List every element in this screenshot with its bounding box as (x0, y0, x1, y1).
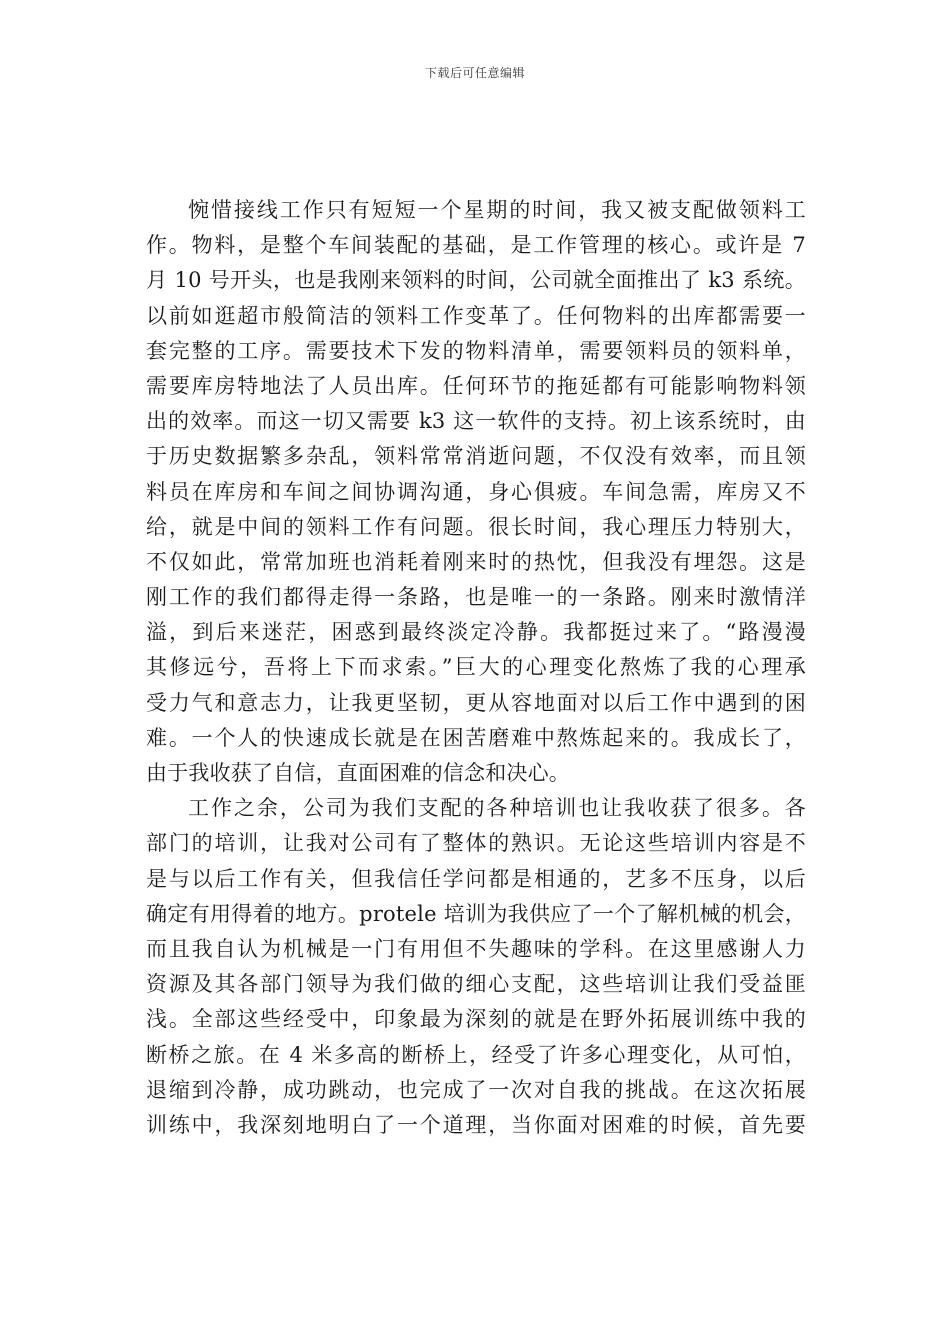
text-line: 套完整的工序。需要技术下发的物料清单，需要领料员的领料单， (146, 338, 806, 363)
page-header: 下载后可任意编辑 (424, 66, 525, 80)
text-line: 训练中，我深刻地明白了一个道理，当你面对困难的时候，首先要 (146, 1112, 806, 1137)
text-line: 于历史数据繁多杂乱，领料常常消逝问题，不仅没有效率，而且领 (146, 444, 806, 469)
text-line: 以前如逛超市般简洁的领料工作变革了。任何物料的出库都需要一 (146, 303, 806, 328)
text-line: 受力气和意志力，让我更坚韧，更从容地面对以后工作中遇到的困 (146, 690, 806, 715)
text-line: 部门的培训，让我对公司有了整体的熟识。无论这些培训内容是不 (146, 831, 806, 856)
text-line: 惋惜接线工作只有短短一个星期的时间，我又被支配做领料工 (188, 198, 806, 222)
text-line: 浅。全部这些经受中，印象最为深刻的就是在野外拓展训练中我的 (146, 1007, 806, 1032)
text-line: 刚工作的我们都得走得一条路，也是唯一的一条路。刚来时激情洋 (146, 585, 806, 610)
text-line: 料员在库房和车间之间协调沟通，身心俱疲。车间急需，库房又不 (146, 479, 806, 504)
text-line: 难。一个人的快速成长就是在困苦磨难中熬炼起来的。我成长了， (146, 725, 806, 750)
text-line: 断桥之旅。在 4 米多高的断桥上，经受了许多心理变化，从可怕， (146, 1042, 806, 1067)
text-line: 需要库房特地法了人员出库。任何环节的拖延都有可能影响物料领 (146, 373, 806, 398)
text-line: 资源及其各部门领导为我们做的细心支配，这些培训让我们受益匪 (146, 972, 806, 997)
text-line: 给，就是中间的领料工作有问题。很长时间，我心理压力特别大， (146, 514, 806, 539)
text-line: 月 10 号开头，也是我刚来领料的时间，公司就全面推出了 k3 系统。 (146, 268, 806, 293)
text-line: 退缩到冷静，成功跳动，也完成了一次对自我的挑战。在这次拓展 (146, 1077, 806, 1102)
text-line: 作。物料，是整个车间装配的基础，是工作管理的核心。或许是 7 (146, 233, 806, 258)
text-line: 是与以后工作有关，但我信任学问都是相通的，艺多不压身，以后 (146, 866, 806, 891)
text-line: 出的效率。而这一切又需要 k3 这一软件的支持。初上该系统时，由 (146, 409, 806, 434)
text-line: 工作之余，公司为我们支配的各种培训也让我收获了很多。各 (188, 796, 806, 821)
text-line: 不仅如此，常常加班也消耗着刚来时的热忱，但我没有埋怨。这是 (146, 549, 806, 574)
paragraph-2 (146, 791, 806, 1143)
document-body (146, 193, 806, 1143)
paragraph-1 (146, 193, 806, 791)
text-line: 由于我收获了自信，直面困难的信念和决心。 (146, 761, 570, 785)
text-line: 溢，到后来迷茫，困惑到最终淡定冷静。我都挺过来了。“路漫漫 (146, 620, 806, 645)
text-line: 其修远兮，吾将上下而求索。”巨大的心理变化熬炼了我的心理承 (146, 655, 806, 680)
text-line: 而且我自认为机械是一门有用但不失趣味的学科。在这里感谢人力 (146, 936, 806, 961)
text-line: 确定有用得着的地方。protele 培训为我供应了一个了解机械的机会， (146, 901, 806, 926)
